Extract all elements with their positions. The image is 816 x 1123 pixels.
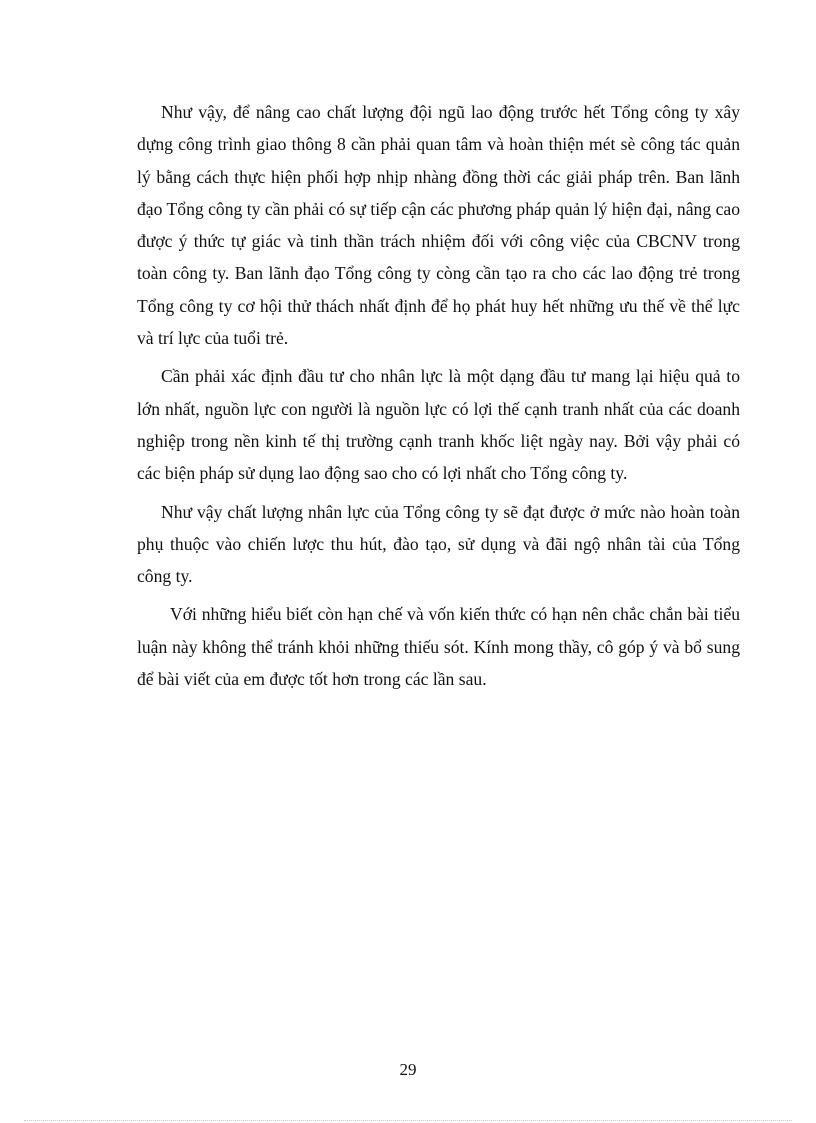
paragraph: Cần phải xác định đầu tư cho nhân lực là một dạng đầu tư mang lại hiệu quả to lớn nhất, nguồn lực con người là nguồn lực có lợi thế cạnh tranh nhất của các doanh nghiệp trong nền kinh tế thị trường cạnh tranh khốc liệt ngày nay. Bởi vậy phải có các biện pháp sử dụng lao động sao cho có lợi nhất cho Tổng công ty. [137, 366, 740, 484]
body-text [137, 96, 740, 695]
paragraph: Với những hiểu biết còn hạn chế và vốn kiến thức có hạn nên chắc chắn bài tiểu luận này không thể tránh khỏi những thiếu sót. Kính mong thầy, cô góp ý và bổ sung để bài viết của em được tốt hơn trong các lần sau. [137, 604, 740, 690]
page-number: 29 [399, 1060, 417, 1079]
paragraph: Như vậy, để nâng cao chất lượng đội ngũ lao động trước hết Tổng công ty xây dựng công trình giao thông 8 cần phải quan tâm và hoàn thiện mét sè công tác quản lý bằng cách thực hiện phối hợp nhịp nhàng đồng thời các giải pháp trên. Ban lãnh đạo Tổng công ty cần phải có sự tiếp cận các phương pháp quản lý hiện đại, nâng cao được ý thức tự giác và tinh thần trách nhiệm đối với công việc của CBCNV trong toàn công ty. Ban lãnh đạo Tổng công ty còng cần tạo ra cho các lao động trẻ trong Tổng công ty cơ hội thử thách nhất định để họ phát huy hết những ưu thế về thể lực và trí lực của tuổi trẻ. [137, 102, 740, 349]
paragraph: Như vậy chất lượng nhân lực của Tổng công ty sẽ đạt được ở mức nào hoàn toàn phụ thuộc vào chiến lược thu hút, đào tạo, sử dụng và đãi ngộ nhân tài của Tổng công ty. [137, 501, 740, 587]
page-bottom-divider [24, 1120, 792, 1121]
